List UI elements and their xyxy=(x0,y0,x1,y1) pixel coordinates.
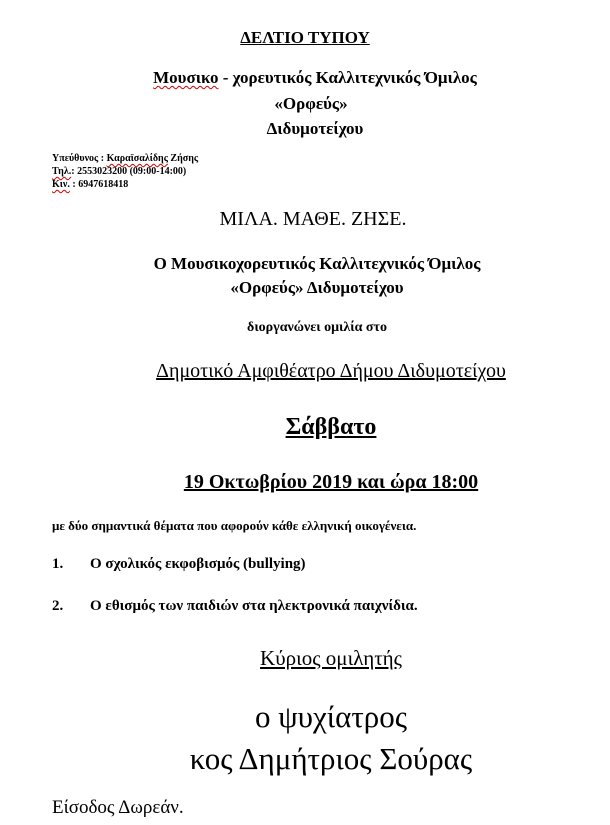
organization-line-3: Διδυμοτείχου xyxy=(266,119,364,138)
contact-mobile: Κιν. : 6947618418 xyxy=(52,179,129,190)
event-date-time: 19 Οκτωβρίου 2019 και ώρα 18:00 xyxy=(183,471,479,493)
topic-item xyxy=(52,598,418,615)
event-day: Σάββατο xyxy=(285,414,377,440)
contact-person: Υπεύθυνος : Καραϊσαλίδης Ζήσης xyxy=(52,153,199,164)
topic-number: 2. xyxy=(52,598,64,614)
venue: Δημοτικό Αμφιθέατρο Δήμου Διδυμοτείχου xyxy=(156,360,506,382)
organizes-text: διοργανώνει ομιλία στο xyxy=(247,320,387,335)
org-full-line-2: «Ορφεύς» Διδυμοτείχου xyxy=(230,278,404,297)
contact-phone: Τηλ.: 2553023200 (09:00-14:00) xyxy=(52,166,187,177)
organization-line-1 xyxy=(10,68,610,88)
contact-mobile-label: Κιν. xyxy=(52,179,70,190)
speaker-title: ο ψυχίατρος xyxy=(254,699,408,734)
org-full-line-1: Ο Μουσικοχορευτικός Καλλιτεχνικός Όμιλος xyxy=(153,254,481,273)
contact-phone-label: Τηλ. xyxy=(52,166,72,177)
topic-number: 1. xyxy=(52,556,64,572)
org-word-misspell: Μουσικο xyxy=(153,68,219,87)
speaker-heading: Κύριος ομιλητής xyxy=(260,646,402,670)
entry-note: Είσοδος Δωρεάν. xyxy=(52,797,184,818)
contact-block xyxy=(52,152,198,191)
contact-person-surname: Καραϊσαλίδης xyxy=(106,153,168,164)
press-release-title: ΔΕΛΤΙΟ ΤΥΠΟΥ xyxy=(240,28,370,47)
speaker-name: κος Δημήτριος Σούρας xyxy=(189,741,473,776)
slogan: ΜΙΛΑ. ΜΑΘΕ. ΖΗΣΕ. xyxy=(219,208,407,230)
topic-text: Ο εθισμός των παιδιών στα ηλεκτρονικά παιχνίδια. xyxy=(90,598,418,614)
org-line-1-rest: - χορευτικός Καλλιτεχνικός Όμιλος xyxy=(218,68,477,87)
topics-intro: με δύο σημαντικά θέματα που αφορούν κάθε ελληνική οικογένεια. xyxy=(52,518,417,533)
organization-line-2: «Ορφεύς» xyxy=(274,94,348,113)
topic-item xyxy=(52,556,306,573)
topic-text: Ο σχολικός εκφοβισμός (bullying) xyxy=(90,556,306,572)
